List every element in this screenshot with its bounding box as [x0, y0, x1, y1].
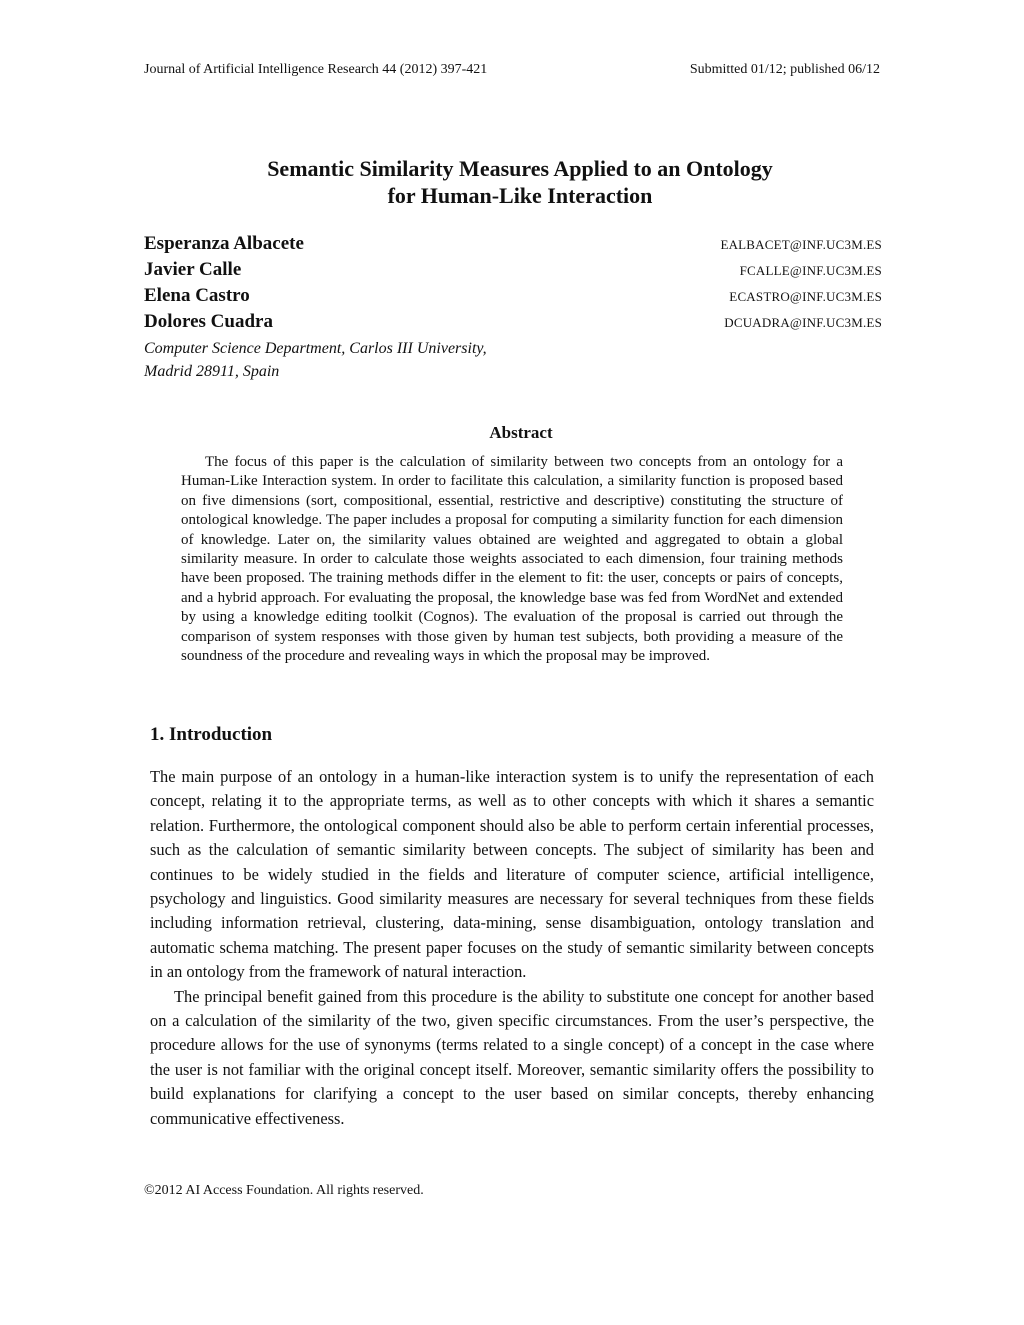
- author-email: EALBACET@INF.UC3M.ES: [720, 237, 882, 252]
- paper-title: [144, 155, 896, 209]
- affiliation-line-2: Madrid 28911, Spain: [144, 363, 280, 380]
- submission-dates: Submitted 01/12; published 06/12: [689, 62, 880, 77]
- affiliation-line-1: Computer Science Department, Carlos III University,: [144, 340, 487, 357]
- abstract-heading: Abstract: [489, 423, 553, 442]
- section-heading: 1. Introduction: [150, 724, 273, 745]
- introduction-body: [150, 765, 874, 1131]
- author-email: ECASTRO@INF.UC3M.ES: [729, 289, 882, 304]
- affiliation: [144, 337, 487, 383]
- author-email: FCALLE@INF.UC3M.ES: [739, 263, 882, 278]
- copyright-notice: ©2012 AI Access Foundation. All rights reserved.: [144, 1183, 424, 1198]
- author-row: [144, 232, 882, 258]
- author-name: Dolores Cuadra: [144, 311, 273, 332]
- title-line-2: for Human-Like Interaction: [387, 183, 653, 208]
- abstract-text: The focus of this paper is the calculation of similarity between two concepts from an ontology for a Human-Like Interaction system. In order to facilitate this calculation, a similarity function is proposed based on five dimensions (sort, compositional, essential, restrictive and descriptive) constituting the structure of ontological knowledge. The paper includes a proposal for computing a similarity function for each dimension of knowledge. Later on, the similarity values obtained are weighted and aggregated to obtain a global similarity measure. In order to calculate those weights associated to each dimension, four training methods have been proposed. The training methods differ in the element to fit: the user, concepts or pairs of concepts, and a hybrid approach. For evaluating the proposal, the knowledge base was fed from WordNet and extended by using a knowledge editing toolkit (Cognos). The evaluation of the proposal is carried out through the comparison of system responses with those given by human test subjects, both providing a measure of the soundness of the procedure and revealing ways in which the proposal may be improved.: [181, 454, 843, 665]
- running-head: [144, 62, 880, 80]
- author-list: [144, 232, 882, 336]
- author-email: DCUADRA@INF.UC3M.ES: [724, 315, 882, 330]
- author-name: Elena Castro: [144, 285, 250, 306]
- author-row: [144, 284, 882, 310]
- journal-citation: Journal of Artificial Intelligence Research 44 (2012) 397-421: [144, 62, 488, 77]
- body-paragraph: The main purpose of an ontology in a human-like interaction system is to unify the representation of each concept, relating it to the appropriate terms, as well as to other concepts with which it shares a semantic relation. Furthermore, the ontological component should also be able to perform certain inferential processes, such as the calculation of semantic similarity between concepts. The subject of similarity has been and continues to be widely studied in the fields and literature of computer science, artificial intelligence, psychology and linguistics. Good similarity measures are necessary for several techniques from these fields including information retrieval, clustering, data-mining, sense disambiguation, ontology translation and automatic schema matching. The present paper focuses on the study of semantic similarity between concepts in an ontology from the framework of natural interaction.: [150, 767, 874, 982]
- title-line-1: Semantic Similarity Measures Applied to an Ontology: [267, 156, 773, 181]
- body-paragraph: The principal benefit gained from this procedure is the ability to substitute one concept for another based on a calculation of the similarity of the two, given specific circumstances. From the user’s perspective, the procedure allows for the use of synonyms (terms related to a single concept) of a concept in the case where the user is not familiar with the original concept itself. Moreover, semantic similarity offers the possibility to build explanations for clarifying a concept to the user based on similar concepts, thereby enhancing communicative effectiveness.: [150, 986, 874, 1128]
- author-name: Javier Calle: [144, 259, 242, 280]
- author-name: Esperanza Albacete: [144, 233, 304, 254]
- author-row: [144, 258, 882, 284]
- author-row: [144, 310, 882, 336]
